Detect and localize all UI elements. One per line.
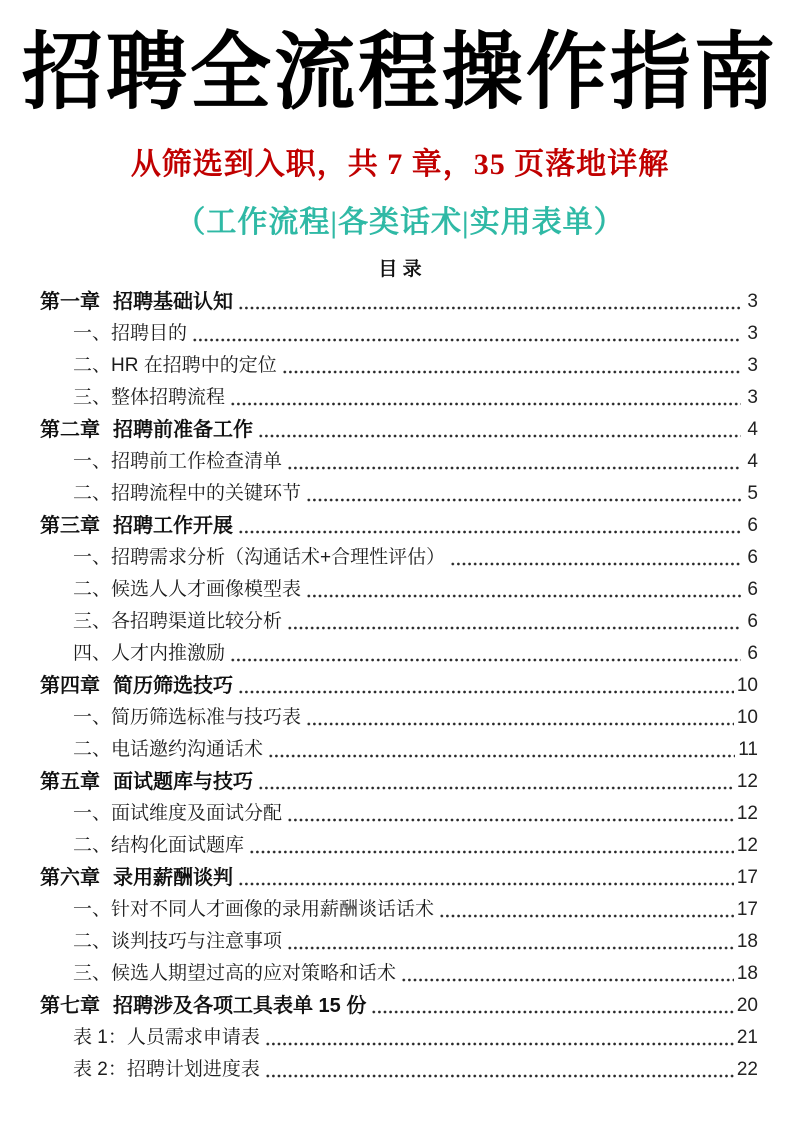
toc-leader-dots <box>287 927 734 957</box>
toc-entry-title: 招聘前准备工作 <box>113 418 253 441</box>
toc-entry <box>40 925 758 957</box>
toc-entry-title: 招聘工作开展 <box>113 514 233 537</box>
toc-entry-label: 一、 <box>73 898 112 920</box>
toc-entry <box>40 861 758 893</box>
toc-leader-dots <box>306 703 734 733</box>
toc-leader-dots <box>249 831 734 861</box>
toc-leader-dots <box>265 1023 734 1053</box>
toc-entry-page: 18 <box>736 962 758 984</box>
toc-entry-page: 3 <box>747 322 758 344</box>
toc-entry-page: 12 <box>736 802 758 824</box>
toc-entry-page: 6 <box>747 546 758 568</box>
toc-leader-dots <box>230 639 741 669</box>
toc-entry-title: 结构化面试题库 <box>111 834 245 856</box>
toc-entry <box>40 541 758 573</box>
toc-entry <box>40 669 758 701</box>
document-subtitle: 从筛选到入职，共 7 章，35 页落地详解 <box>130 147 670 181</box>
toc-leader-dots <box>401 959 734 989</box>
toc-entry-page: 20 <box>736 994 758 1016</box>
toc-leader-dots <box>450 543 741 573</box>
toc-entry <box>40 509 758 541</box>
toc-entry-page: 11 <box>738 738 758 760</box>
toc-entry-page: 4 <box>747 418 758 440</box>
toc-entry <box>40 765 758 797</box>
toc-entry-label: 第二章 <box>40 418 100 441</box>
toc-list <box>0 285 800 1085</box>
toc-leader-dots <box>268 735 735 765</box>
toc-entry <box>40 349 758 381</box>
toc-entry-title: 针对不同人才画像的录用薪酬谈话话术 <box>111 898 435 920</box>
toc-leader-dots <box>238 863 734 893</box>
toc-entry-label: 第六章 <box>40 866 100 889</box>
toc-entry-title: 简历筛选技巧 <box>113 674 233 697</box>
toc-leader-dots <box>258 767 734 797</box>
document-title: 招聘全流程操作指南 <box>21 26 778 120</box>
toc-entry-label: 二、 <box>73 578 112 600</box>
toc-entry-page: 17 <box>736 898 758 920</box>
toc-entry-label: 一、 <box>73 322 112 344</box>
toc-entry-page: 6 <box>747 642 758 664</box>
toc-leader-dots <box>306 575 741 605</box>
toc-entry-label: 三、 <box>73 386 112 408</box>
toc-entry <box>40 701 758 733</box>
toc-leader-dots <box>439 895 734 925</box>
toc-entry-label: 三、 <box>73 962 112 984</box>
toc-entry-page: 3 <box>747 386 758 408</box>
toc-entry-page: 12 <box>736 834 758 856</box>
toc-entry-title: 整体招聘流程 <box>111 386 226 408</box>
toc-leader-dots <box>265 1055 734 1085</box>
toc-entry-label: 第四章 <box>40 674 100 697</box>
toc-entry <box>40 829 758 861</box>
toc-entry-label: 第三章 <box>40 514 100 537</box>
toc-entry <box>40 445 758 477</box>
toc-leader-dots <box>238 511 741 541</box>
toc-entry-title: 候选人期望过高的应对策略和话术 <box>111 962 397 984</box>
toc-entry-page: 6 <box>747 610 758 632</box>
toc-leader-dots <box>306 479 741 509</box>
toc-leader-dots <box>287 607 741 637</box>
toc-entry-label: 第五章 <box>40 770 100 793</box>
toc-entry-page: 12 <box>736 770 758 792</box>
toc-entry-page: 10 <box>736 706 758 728</box>
toc-entry <box>40 797 758 829</box>
toc-entry <box>40 893 758 925</box>
toc-entry-title: 简历筛选标准与技巧表 <box>111 706 302 728</box>
toc-entry-label: 一、 <box>73 546 112 568</box>
toc-entry-page: 10 <box>736 674 758 696</box>
toc-entry-label: 第一章 <box>40 290 100 313</box>
toc-entry <box>40 605 758 637</box>
toc-entry-label: 二、 <box>73 834 112 856</box>
toc-entry <box>40 989 758 1021</box>
toc-entry-label: 二、 <box>73 738 112 760</box>
toc-entry-title: 人员需求申请表 <box>126 1026 260 1048</box>
toc-entry-title: 面试维度及面试分配 <box>111 802 283 824</box>
toc-leader-dots <box>287 447 741 477</box>
toc-entry-title: 招聘基础认知 <box>113 290 233 313</box>
toc-entry-title: 录用薪酬谈判 <box>113 866 233 889</box>
toc-leader-dots <box>230 383 741 413</box>
toc-leader-dots <box>282 351 741 381</box>
toc-entry-title: 各招聘渠道比较分析 <box>111 610 283 632</box>
toc-leader-dots <box>258 415 741 445</box>
toc-entry-title: 招聘目的 <box>111 322 188 344</box>
toc-entry-label: 四、 <box>73 642 112 664</box>
toc-entry <box>40 1053 758 1085</box>
toc-entry-title: 谈判技巧与注意事项 <box>111 930 283 952</box>
toc-entry-title: 人才内推激励 <box>111 642 226 664</box>
toc-entry-title: 面试题库与技巧 <box>113 770 253 793</box>
toc-entry <box>40 733 758 765</box>
toc-entry-title: 候选人人才画像模型表 <box>111 578 302 600</box>
toc-entry-label: 三、 <box>73 610 112 632</box>
toc-entry <box>40 317 758 349</box>
toc-entry <box>40 573 758 605</box>
toc-entry-title: HR 在招聘中的定位 <box>111 354 277 376</box>
toc-entry-title: 电话邀约沟通话术 <box>111 738 264 760</box>
toc-entry-page: 6 <box>747 578 758 600</box>
toc-entry-page: 21 <box>736 1026 758 1048</box>
toc-entry-page: 6 <box>747 514 758 536</box>
toc-entry-title: 招聘计划进度表 <box>126 1058 260 1080</box>
toc-entry-label: 二、 <box>73 354 112 376</box>
toc-entry-label: 表 1： <box>73 1026 127 1048</box>
toc-entry-label: 二、 <box>73 930 112 952</box>
toc-entry-page: 22 <box>736 1058 758 1080</box>
toc-leader-dots <box>238 671 734 701</box>
toc-entry-label: 一、 <box>73 450 112 472</box>
toc-entry-page: 5 <box>747 482 758 504</box>
toc-entry <box>40 381 758 413</box>
document-tagline: （工作流程|各类话术|实用表单） <box>175 205 625 239</box>
toc-leader-dots <box>192 319 741 349</box>
toc-entry-page: 18 <box>736 930 758 952</box>
toc-entry-label: 二、 <box>73 482 112 504</box>
toc-entry-title: 招聘涉及各项工具表单 15 份 <box>113 994 367 1017</box>
toc-entry <box>40 477 758 509</box>
toc-entry-title: 招聘流程中的关键环节 <box>111 482 302 504</box>
toc-entry-page: 4 <box>747 450 758 472</box>
toc-heading: 目 录 <box>378 258 422 280</box>
toc-entry <box>40 1021 758 1053</box>
toc-entry <box>40 413 758 445</box>
toc-entry <box>40 285 758 317</box>
toc-entry-page: 3 <box>747 354 758 376</box>
toc-entry-title: 招聘前工作检查清单 <box>111 450 283 472</box>
toc-entry-page: 3 <box>747 290 758 312</box>
toc-entry <box>40 637 758 669</box>
toc-entry <box>40 957 758 989</box>
toc-entry-title: 招聘需求分析（沟通话术+合理性评估） <box>111 546 446 568</box>
toc-entry-label: 第七章 <box>40 994 100 1017</box>
toc-entry-label: 表 2： <box>73 1058 127 1080</box>
toc-leader-dots <box>287 799 734 829</box>
toc-entry-label: 一、 <box>73 706 112 728</box>
toc-entry-label: 一、 <box>73 802 112 824</box>
toc-leader-dots <box>371 991 734 1021</box>
toc-leader-dots <box>238 287 741 317</box>
toc-entry-page: 17 <box>736 866 758 888</box>
